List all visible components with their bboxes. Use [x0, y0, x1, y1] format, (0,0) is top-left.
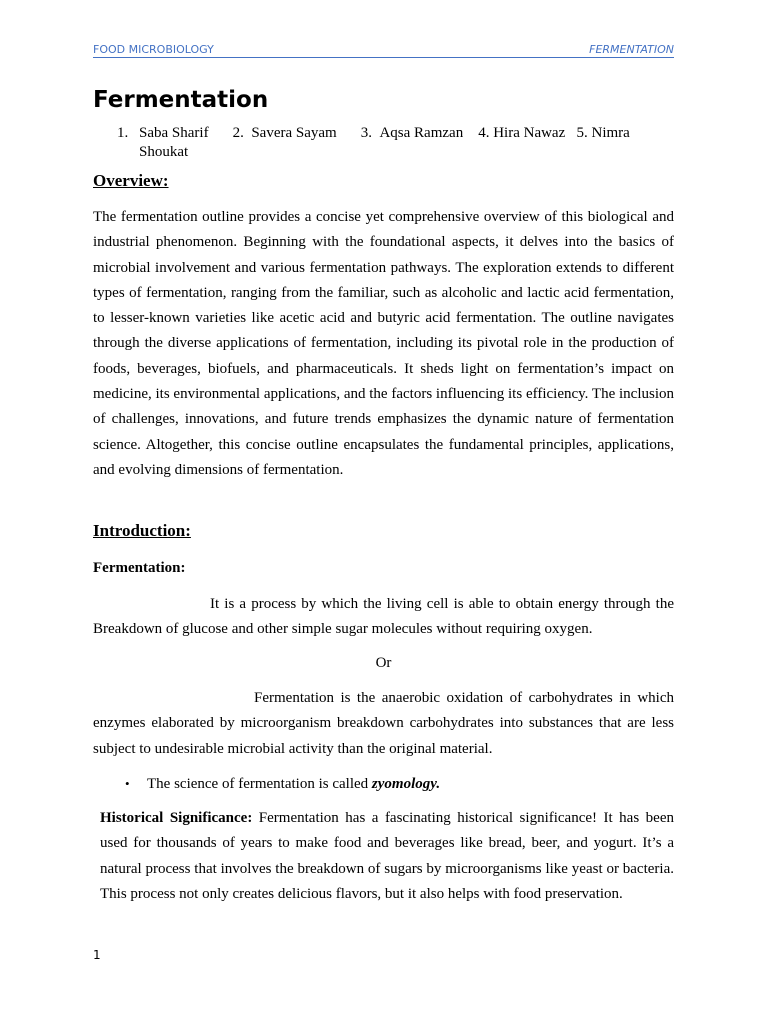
historical-label: Historical Significance: [100, 810, 253, 826]
bullet-item [125, 774, 440, 794]
definition-paragraph-2: Fermentation is the anaerobic oxidation of carbohydrates in which enzymes elaborated by microorganism breakdown carbohydrates into substances that are less subject to undesirable microbial activity than the original material. [93, 690, 674, 757]
author-number: 5. [576, 125, 588, 141]
historical-paragraph [100, 806, 674, 908]
page-number: 1 [93, 948, 101, 962]
bullet-term: zyomology. [371, 776, 441, 792]
author-number: 2. [232, 125, 244, 141]
header-right: FERMENTATION [589, 43, 674, 56]
author-name: Savera Sayam [251, 125, 337, 141]
author-name: Hira Nawaz [493, 125, 566, 141]
author-name: Aqsa Ramzan [379, 125, 464, 141]
author-line-1 [117, 124, 677, 143]
author-number: 4. [478, 125, 490, 141]
historical-text: Fermentation has a fascinating historical significance! It has been used for thousands of years to make food and beverages like bread, beer, and yogurt. It’s a natural process that involves the breakdown of sugars by microorganisms like yeast or bacteria. This process not only creates delicious flavors, but it also helps with food preservation. [100, 810, 674, 903]
definition-paragraph-1: It is a process by which the living cell is able to obtain energy through the Breakdown of glucose and other simple sugar molecules without requiring oxygen. [93, 596, 674, 638]
author-line-2: Shoukat [139, 144, 189, 160]
bullet-text: The science of fermentation is called [147, 776, 372, 792]
introduction-heading: Introduction: [93, 521, 191, 540]
author-name: Nimra [591, 125, 630, 141]
author-name: Saba Sharif [139, 125, 209, 141]
document-title: Fermentation [93, 87, 269, 113]
bullet-icon: • [125, 776, 130, 791]
or-separator: Or [375, 655, 392, 671]
overview-heading: Overview: [93, 171, 169, 190]
page-header [93, 43, 674, 58]
header-left: FOOD MICROBIOLOGY [93, 43, 214, 56]
overview-paragraph: The fermentation outline provides a concise yet comprehensive overview of this biological and industrial phenomenon. Beginning with the foundational aspects, it delves into the basics of microbial involvement and various fermentation pathways. The exploration extends to different types of fermentation, ranging from the familiar, such as alcoholic and lactic acid fermentation, to lesser-known varieties like acetic acid and butyric acid fermentation. The outline navigates through the diverse applications of fermentation, including its pivotal role in the production of foods, beverages, biofuels, and pharmaceuticals. It sheds light on fermentation’s impact on medicine, its environmental applications, and the factors influencing its efficiency. The inclusion of challenges, innovations, and future trends emphasizes the dynamic nature of fermentation science. Altogether, this concise outline encapsulates the fundamental principles, applications, and evolving dimensions of fermentation. [93, 209, 674, 478]
author-number: 1. [117, 125, 129, 141]
author-list [117, 124, 677, 162]
author-number: 3. [360, 125, 372, 141]
fermentation-subheading: Fermentation: [93, 560, 186, 576]
